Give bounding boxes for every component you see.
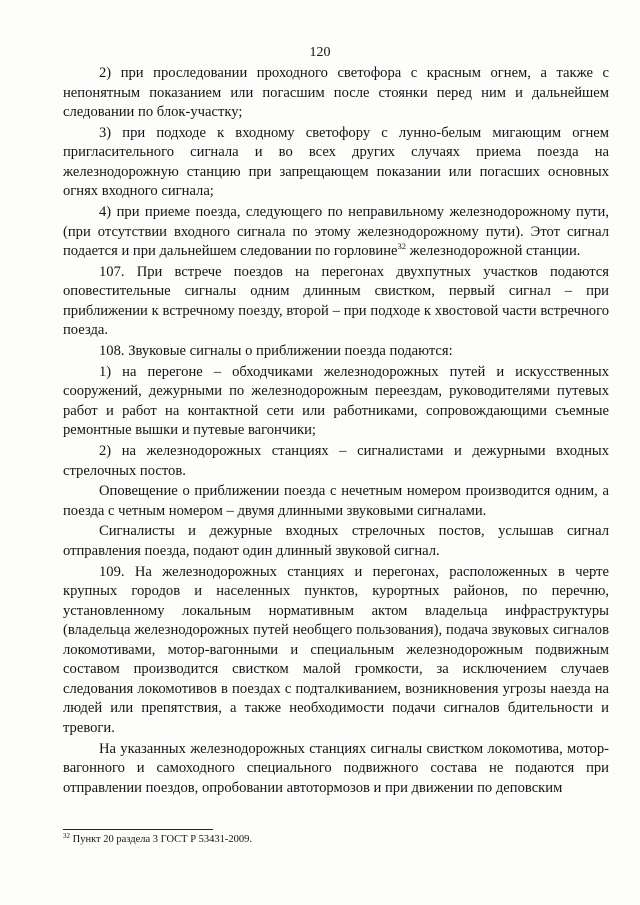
footnote-text: Пункт 20 раздела 3 ГОСТ Р 53431-2009. [70,834,253,845]
paragraph-108-item-1: 1) на перегоне – обходчиками железнодорожных путей и искусственных сооружений, дежурными по железнодорожным переездам, руководителями путевых работ и работ на контактной сети или работниками, сопровождающими съемные ремонтные вышки и путевые вагончики; [63,363,609,439]
paragraph-108-item-2: 2) на железнодорожных станциях – сигналистами и дежурными входных стрелочных постов. [63,442,609,479]
paragraph-107: 107. При встрече поездов на перегонах двухпутных участков подаются оповестительные сигналы одним длинным свистком, первый сигнал – при приближении к встречному поезду, второй – при подходе к хвостовой части встречного поезда. [63,263,609,339]
footnote-marker: 32 [63,832,70,840]
footnote-reference[interactable]: 32 [397,241,407,252]
paragraph-notification: Оповещение о приближении поезда с нечетным номером производится одним, а поезда с четным номером – двумя длинными звуковыми сигналами. [63,483,609,519]
page-number: 120 [309,45,331,60]
paragraph-108: 108. Звуковые сигналы о приближении поезда подаются: [99,343,453,360]
paragraph-item-4 [63,203,609,262]
paragraph-item-2: 2) при проследовании проходного светофора с красным огнем, а также с непонятным показанием или погасшим после стоянки перед ним и дальнейшем следовании по блок-участку; [63,65,609,121]
paragraph-item-4-tail: железнодорожной станции. [406,243,581,260]
paragraph-item-3: 3) при подходе к входному светофору с лунно-белым мигающим огнем пригласительного сигнала и во всех других случаях приема поезда на железнодорожную станцию при запрещающем показании или погасших основных огнях входного сигнала; [63,124,609,200]
paragraph-109-continuation: На указанных железнодорожных станциях сигналы свистком локомотива, мотор-вагонного и самоходного специального подвижного состава не подаются при отправлении поездов, опробовании автотормозов и при движении по деповским [63,740,609,796]
document-body [63,64,609,799]
footnote [63,833,609,846]
paragraph-109: 109. На железнодорожных станциях и перегонах, расположенных в черте крупных городов и населенных пунктов, курортных районов, по перечню, установленному локальным нормативным актом владельца инфраструктуры (владельца железнодорожных путей необщего пользования), подача звуковых сигналов локомотивами, мотор-вагонными и специальным железнодорожным подвижным составом производится свистком малой громкости, за исключением случаев следования локомотивов в поездах с подталкиванием, возникновения угрозы наезда на людей или препятствия, а также необходимости подачи сигналов бдительности и тревоги. [63,563,609,736]
paragraph-item-4-text: 4) при приеме поезда, следующего по неправильному железнодорожному пути, (при отсутствии входного сигнала по этому железнодорожному пути). Этот сигнал подается и при дальнейшем следовании по горловине [63,204,609,260]
paragraph-signalmen: Сигналисты и дежурные входных стрелочных постов, услышав сигнал отправления поезда, подают один длинный звуковой сигнал. [63,523,609,559]
footnote-divider [63,829,213,830]
